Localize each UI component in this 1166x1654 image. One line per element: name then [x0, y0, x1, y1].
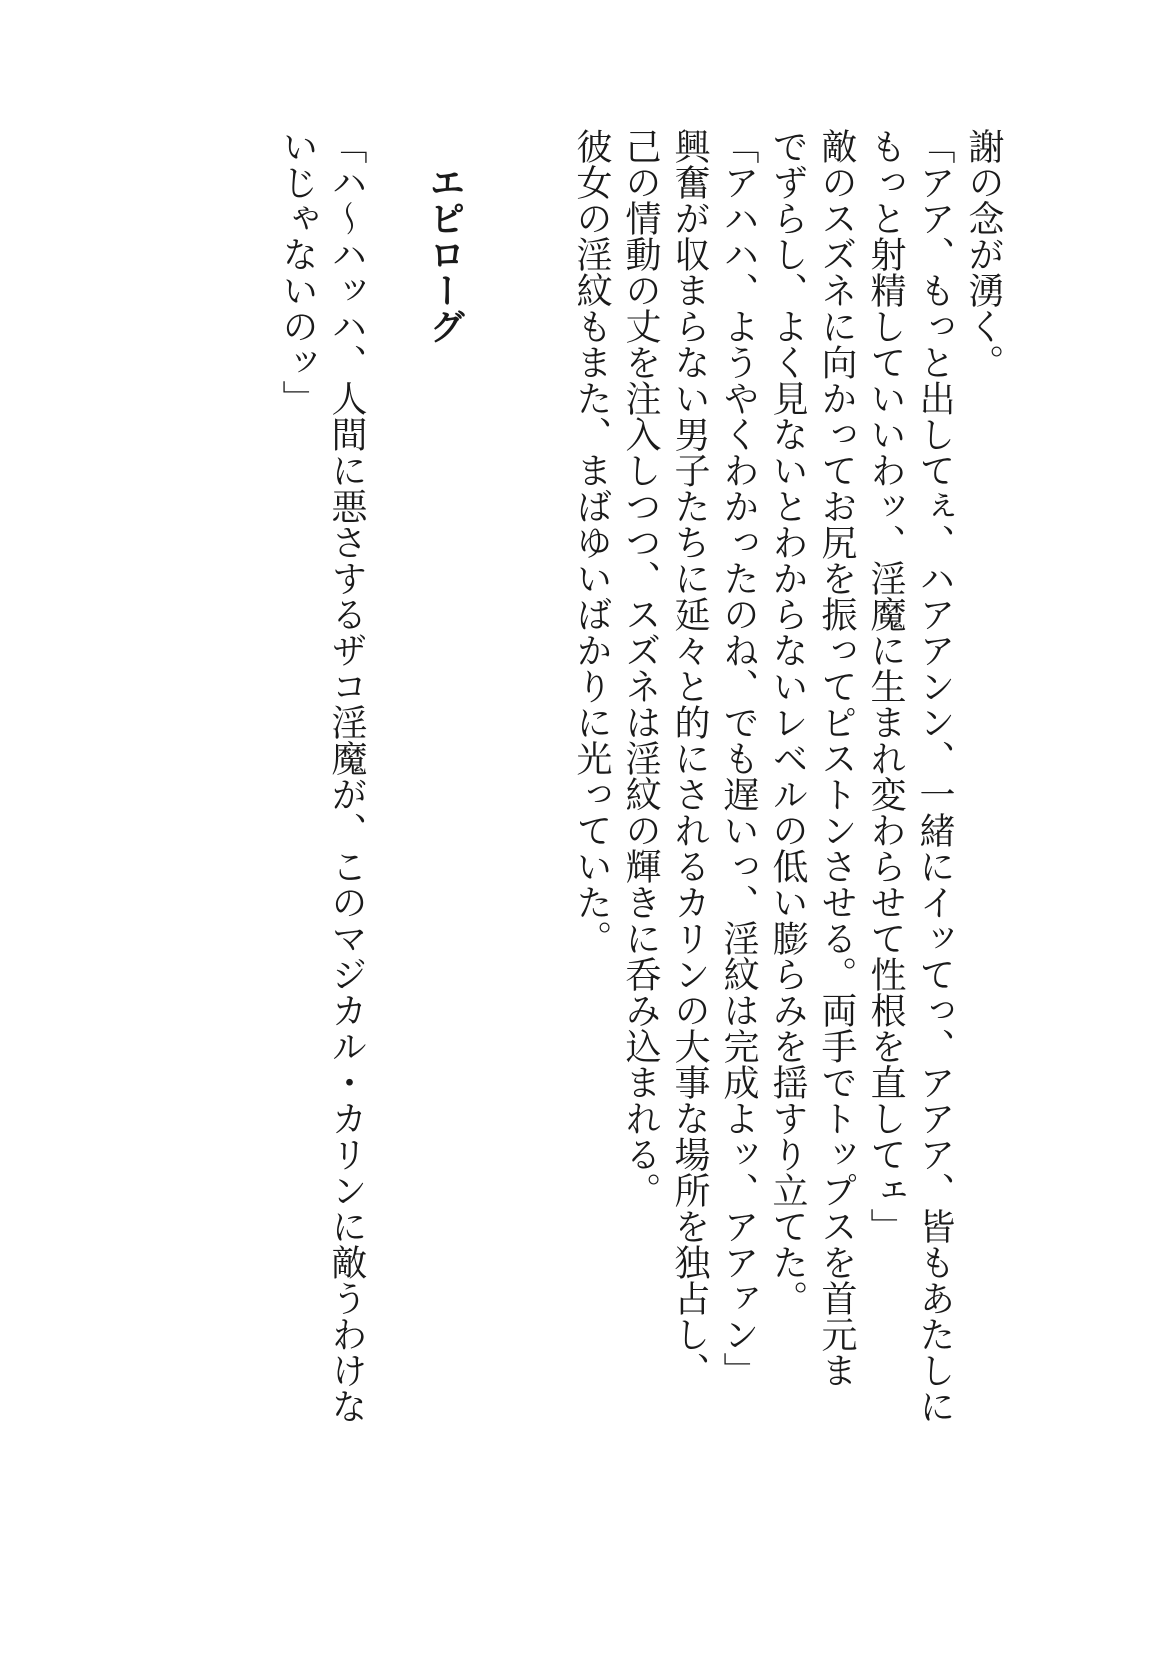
- text-line: でずらし、よく見ないとわからないレベルの低い膨らみを揺すり立てた。: [767, 128, 808, 1316]
- text-line: 敵のスズネに向かってお尻を振ってピストンさせる。両手でトップスを首元ま: [816, 128, 857, 1388]
- chapter-heading: エピローグ: [424, 164, 466, 344]
- text-line: 「アア、もっと出してぇ、ハアアンン、一緒にイッてっ、アアア、皆もあたしに: [914, 128, 955, 1424]
- text-line: 彼女の淫紋もまた、まばゆいばかりに光っていた。: [571, 128, 612, 956]
- text-line: 「ハ〜ハッハ、人間に悪さするザコ淫魔が、このマジカル・カリンに敵うわけな: [326, 128, 367, 1424]
- blank-line: [518, 128, 567, 1568]
- text-line: 興奮が収まらない男子たちに延々と的にされるカリンの大事な場所を独占し、: [669, 128, 710, 1388]
- text-line: 「アハハ、ようやくわかったのね、でも遅いっ、淫紋は完成よッ、アアァン」: [718, 128, 759, 1388]
- text-line: もっと射精していいわッ、淫魔に生まれ変わらせて性根を直してェ」: [865, 128, 906, 1244]
- text-line: 謝の念が湧く。: [963, 128, 1004, 380]
- blank-line: [469, 128, 518, 1568]
- vertical-text-body: [273, 128, 1008, 1568]
- text-line: 己の情動の丈を注入しつつ、スズネは淫紋の輝きに呑み込まれる。: [620, 128, 661, 1208]
- blank-line: [371, 128, 420, 1568]
- text-line: いじゃないのッ」: [277, 128, 318, 416]
